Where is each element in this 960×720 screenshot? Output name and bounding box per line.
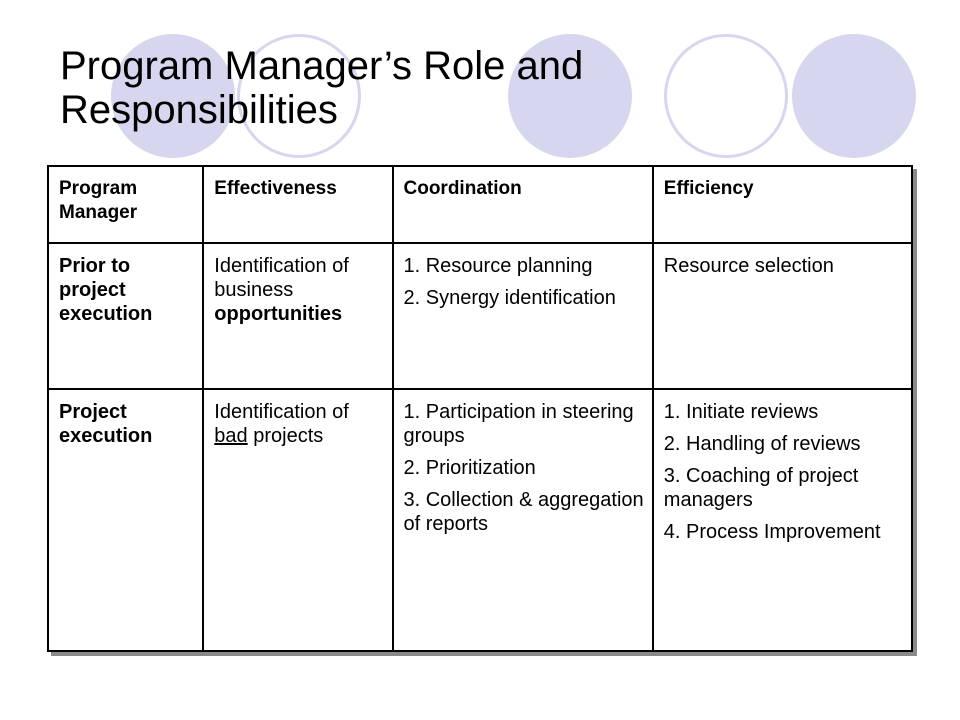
list-item: 2. Synergy identification	[403, 287, 616, 309]
list-item: 2. Prioritization	[403, 457, 536, 479]
cell-text-emphasis: opportunities	[214, 303, 343, 325]
cell-text: Identification of business	[214, 255, 349, 301]
table-row	[48, 389, 912, 651]
list-item: 2. Handling of reviews	[663, 433, 861, 455]
cell-coordination-prior	[393, 243, 653, 389]
list-item: 1. Participation in steering groups	[403, 401, 634, 447]
cell-effectiveness-prior	[203, 243, 392, 389]
cell-effectiveness-execution	[203, 389, 392, 651]
header-efficiency: Efficiency	[653, 166, 912, 243]
list-item: Resource selection	[663, 255, 834, 277]
list-item: 1. Resource planning	[403, 255, 593, 277]
header-program-manager: Program Manager	[48, 166, 203, 243]
cell-text: Identification of	[214, 401, 349, 423]
table-header-row	[48, 166, 912, 243]
list-item: 4. Process Improvement	[663, 521, 881, 543]
cell-text-underlined: bad	[214, 425, 248, 447]
row-label-execution: Project execution	[48, 389, 203, 651]
header-effectiveness: Effectiveness	[203, 166, 392, 243]
slide-title: Program Manager’s Role and Responsibilities	[60, 44, 584, 132]
table-row	[48, 243, 912, 389]
cell-coordination-execution	[393, 389, 653, 651]
cell-efficiency-execution	[653, 389, 912, 651]
list-item: 1. Initiate reviews	[663, 401, 819, 423]
responsibilities-table	[47, 165, 913, 652]
cell-efficiency-prior	[653, 243, 912, 389]
decorative-circle-5	[792, 34, 916, 158]
list-item: 3. Collection & aggregation of reports	[403, 489, 644, 535]
list-item: 3. Coaching of project managers	[663, 465, 859, 511]
header-coordination: Coordination	[393, 166, 653, 243]
row-label-prior: Prior to project execution	[48, 243, 203, 389]
cell-text: projects	[247, 425, 324, 447]
